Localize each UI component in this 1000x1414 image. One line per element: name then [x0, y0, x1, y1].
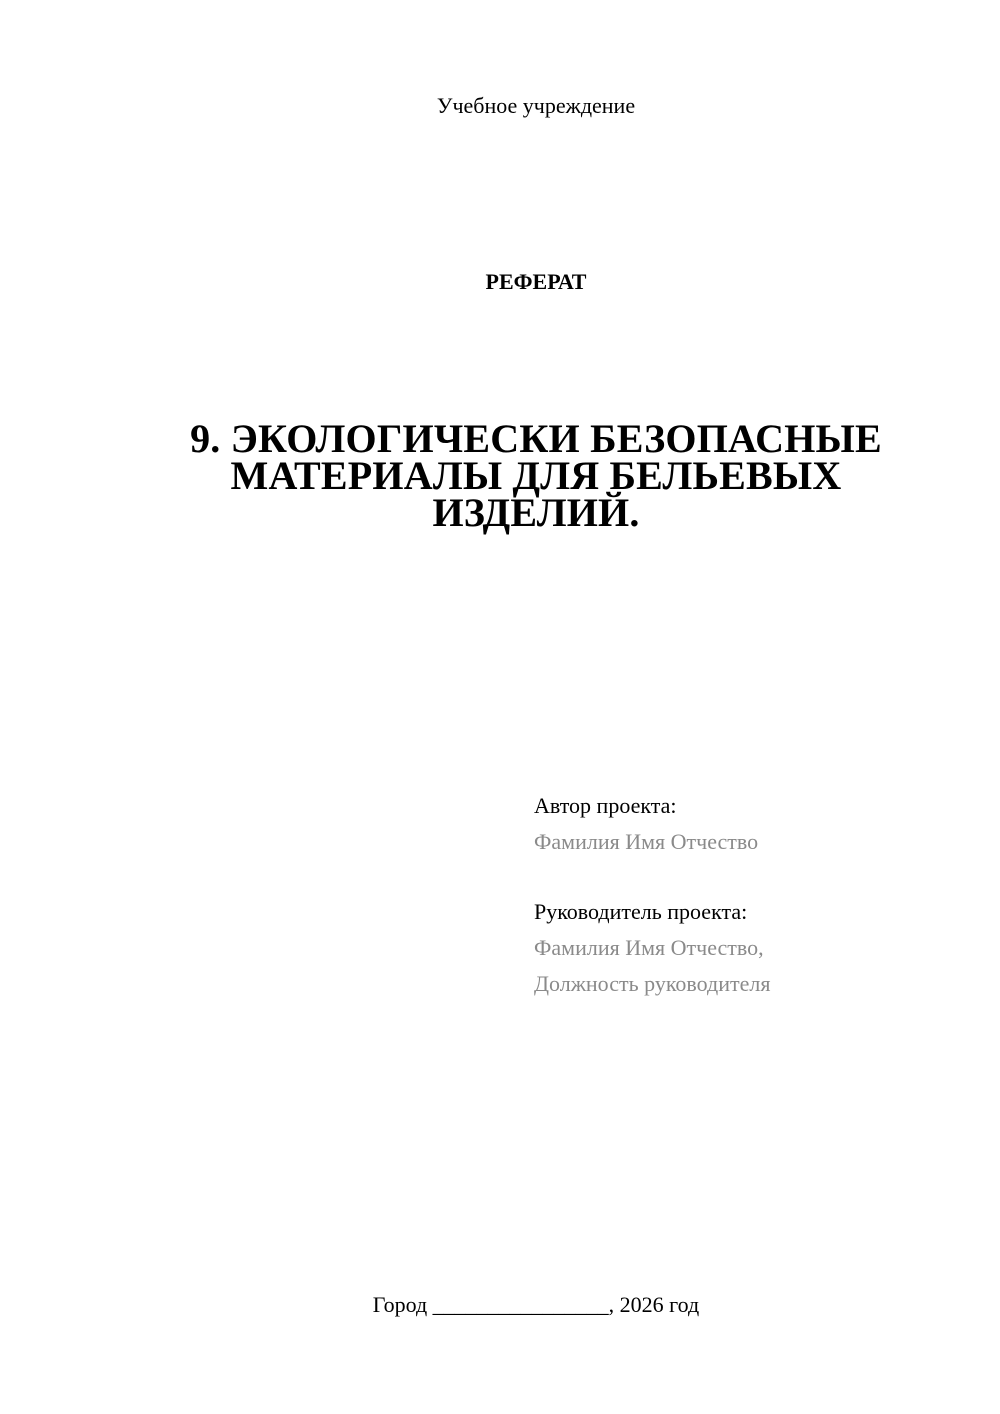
title-line-3: ИЗДЕЛИЙ. [432, 490, 640, 535]
title-line-2: МАТЕРИАЛЫ ДЛЯ БЕЛЬЕВЫХ [230, 453, 842, 498]
author-name-placeholder: Фамилия Имя Отчество [534, 829, 759, 854]
author-label: Автор проекта: [534, 793, 677, 818]
city-year-line: Город ________________, 2026 год [372, 1292, 700, 1317]
supervisor-name-placeholder: Фамилия Имя Отчество, [534, 935, 764, 960]
supervisor-position-placeholder: Должность руководителя [534, 971, 771, 996]
document-type-heading: РЕФЕРАТ [485, 269, 587, 294]
title-line-1: 9. ЭКОЛОГИЧЕСКИ БЕЗОПАСНЫЕ [190, 416, 882, 461]
supervisor-label: Руководитель проекта: [534, 899, 748, 924]
institution-name: Учебное учреждение [436, 93, 636, 118]
credits-spacer [534, 860, 974, 894]
credits-block [534, 788, 974, 1002]
document-title [180, 416, 892, 535]
